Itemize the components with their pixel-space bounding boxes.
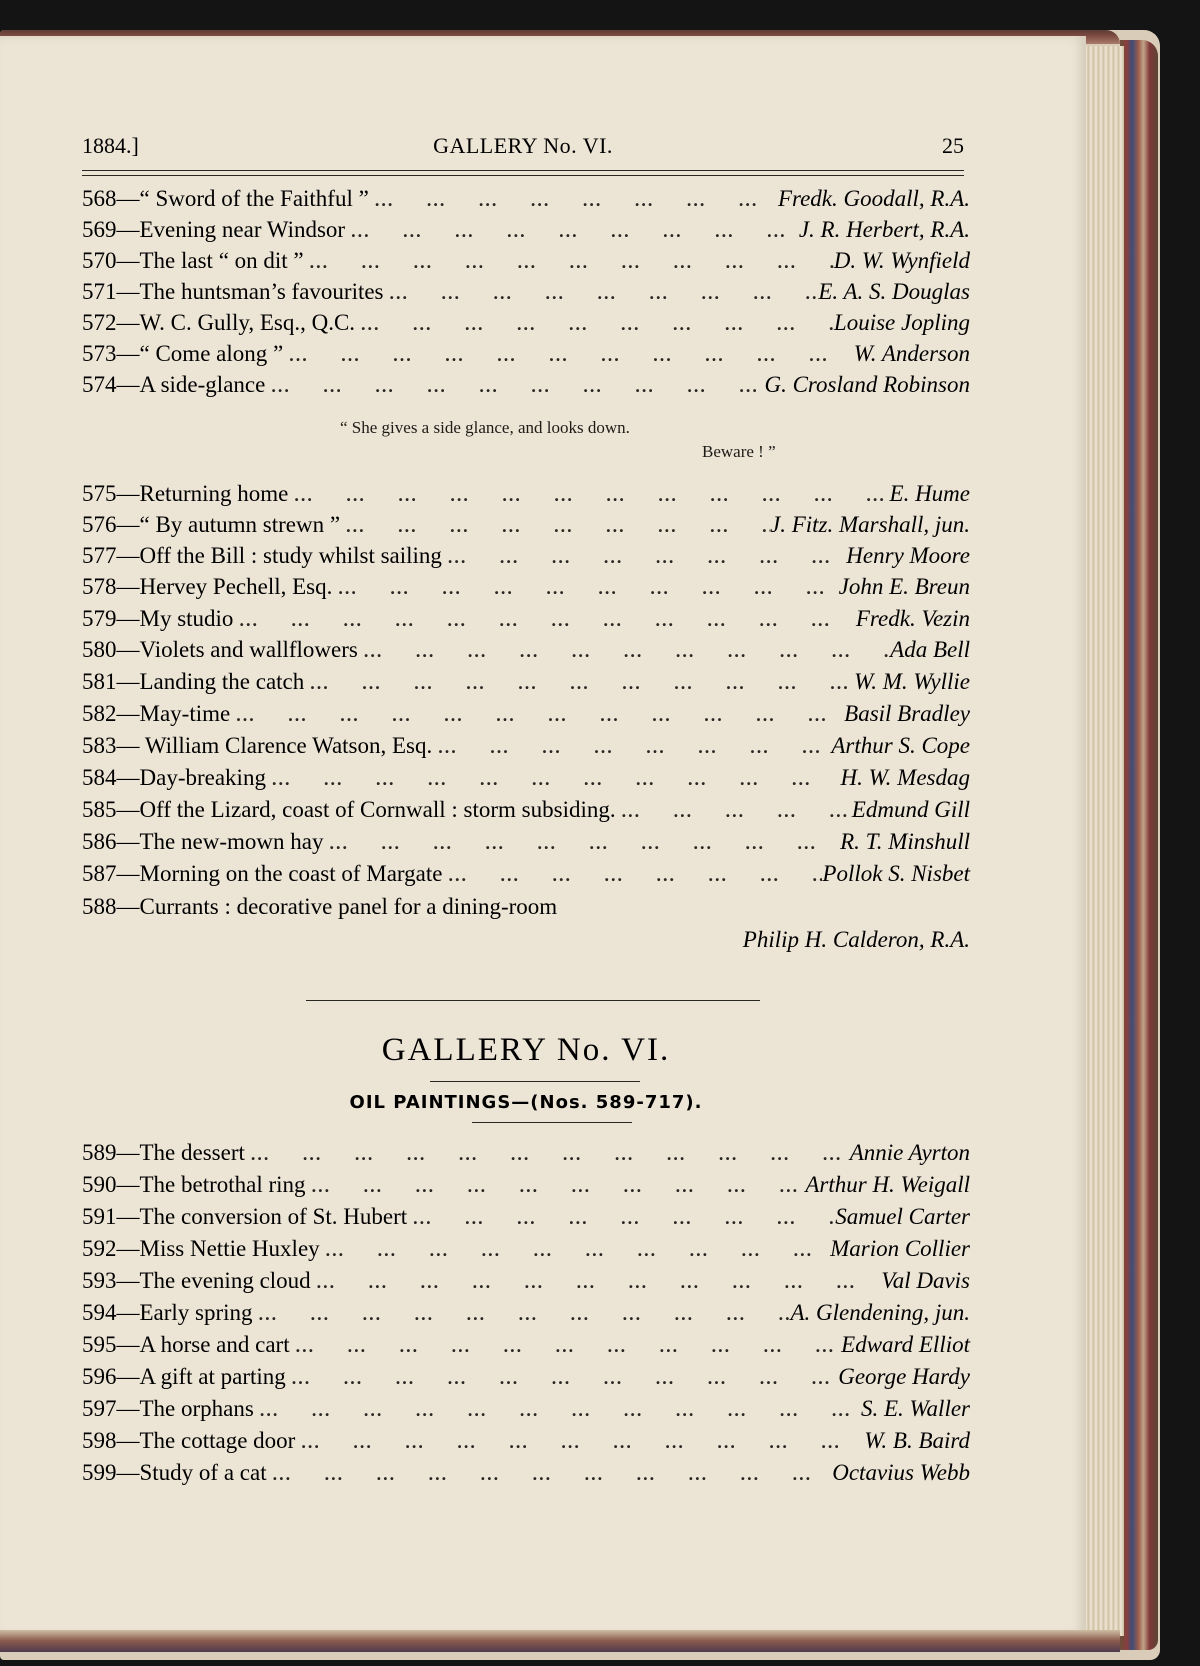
entry-title: —My studio [116,606,234,631]
entry-artist: Fredk. Goodall, R.A. [777,186,970,211]
catalogue-entry [82,543,970,573]
leader-dots [245,1140,850,1166]
entry-artist: Basil Bradley [844,701,970,726]
leader-dots [323,829,840,855]
leader-dots [407,1204,835,1230]
leader-dots [286,1364,838,1390]
catalogue-entry [82,1140,970,1170]
leader-dots [345,217,799,243]
leader-dots [290,1332,842,1358]
entry-number: 574 [82,372,117,397]
catalogue-entry [82,861,970,891]
leader-dots [230,701,844,727]
entry-number: 599 [82,1460,117,1485]
entry-number: 583 [82,733,117,758]
leader-dots [432,733,831,759]
leader-dots [283,341,853,367]
entry-number: 573 [82,341,117,366]
catalogue-entry [82,797,970,827]
catalogue-entry [82,1428,970,1458]
entry-title: —Off the Lizard, coast of Cornwall : storm subsiding. [116,797,616,822]
catalogue-entry [82,279,970,309]
leader-dots [332,574,838,600]
entry-number: 587 [82,861,117,886]
entry-number: 582 [82,701,117,726]
entry-number: 588 [82,894,117,919]
leader-dots [358,637,890,663]
leader-dots [265,372,764,398]
leader-dots [355,310,834,336]
entry-number: 592 [82,1236,117,1261]
entry-number: 584 [82,765,117,790]
leader-dots [442,861,822,887]
leader-dots [288,481,889,507]
entry-title: —May-time [116,701,231,726]
catalogue-entry [82,481,970,511]
entry-artist: John E. Breun [838,574,970,599]
entry-number: 576 [82,512,117,537]
marbled-cover-edge [1120,40,1158,1650]
entry-artist: Octavius Webb [832,1460,970,1485]
entry-title: —“ Come along ” [116,341,284,366]
entry-artist: Louise Jopling [833,310,970,335]
entry-title: —Currants : decorative panel for a dining-room [116,894,558,919]
leader-dots [306,1172,806,1198]
header-year: 1884.] [82,133,139,158]
entry-number: 598 [82,1428,117,1453]
title-underline [430,1081,640,1082]
catalogue-entry [82,1268,970,1298]
catalogue-entry [82,186,970,216]
entry-artist: E. Hume [889,481,970,506]
catalogue-entry [82,733,970,763]
catalogue-entry [82,1332,970,1362]
catalogue-entry [82,701,970,731]
section-subtitle: OIL PAINTINGS—(Nos. 589-717). [349,1092,703,1113]
leader-dots [384,279,819,305]
entry-artist: R. T. Minshull [840,829,970,854]
catalogue-entry [82,894,970,924]
catalogue-entry [82,1396,970,1426]
catalogue-entry [82,574,970,604]
entry-artist: Edmund Gill [851,797,970,822]
section-title: GALLERY No. VI. [381,1032,671,1068]
entry-number: 589 [82,1140,117,1165]
entry-artist: Fredk. Vezin [855,606,970,631]
entry-number: 581 [82,669,117,694]
entry-title: —Off the Bill : study whilst sailing [116,543,442,568]
leader-dots [369,186,778,212]
entry-artist: E. A. S. Douglas [818,279,970,304]
entry-artist: George Hardy [838,1364,970,1389]
entry-title: —Returning home [116,481,289,506]
entry-artist: S. E. Waller [860,1396,970,1421]
catalogue-entry [82,217,970,247]
entry-artist: Ada Bell [890,637,970,662]
entry-title: —Morning on the coast of Margate [116,861,443,886]
entry-artist: Edward Elliot [841,1332,970,1357]
page-edges [1080,46,1124,1636]
quote-line-2: Beware ! ” [702,442,776,461]
subtitle-underline [472,1122,632,1123]
leader-dots [295,1428,864,1454]
catalogue-entry [82,372,970,402]
entry-number: 570 [82,248,117,273]
entry-artist: Val Davis [881,1268,970,1293]
entry-title: —Day-breaking [116,765,266,790]
catalogue-entry [82,248,970,278]
entry-title: — William Clarence Watson, Esq. [116,733,433,758]
entry-title: —Early spring [116,1300,253,1325]
entry-number: 568 [82,186,117,211]
section-divider [306,1000,760,1003]
entry-title: —W. C. Gully, Esq., Q.C. [116,310,356,335]
leader-dots [320,1236,830,1262]
entry-artist: G. Crosland Robinson [764,372,970,397]
entry-number: 585 [82,797,117,822]
entry-artist: W. B. Baird [864,1428,970,1453]
entry-artist: Arthur S. Cope [831,733,970,758]
entry-number: 591 [82,1204,117,1229]
entry-title: —“ By autumn strewn ” [116,512,341,537]
leader-dots [340,512,770,538]
entry-title: —The betrothal ring [116,1172,306,1197]
entry-title: —The conversion of St. Hubert [116,1204,408,1229]
entry-title: —The new-mown hay [116,829,324,854]
entry-number: 577 [82,543,117,568]
entry-number: 575 [82,481,117,506]
header-title: GALLERY No. VI. [433,133,613,158]
entry-title: —A side-glance [116,372,266,397]
catalogue-entry [82,829,970,859]
catalogue-entry [82,1204,970,1234]
catalogue-entry [82,1172,970,1202]
entry-artist: J. R. Herbert, R.A. [798,217,970,242]
leader-dots [254,1396,861,1422]
entry-artist: H. W. Mesdag [840,765,970,790]
entry-title: —Study of a cat [116,1460,267,1485]
catalogue-entry [82,669,970,699]
entry-title: —“ Sword of the Faithful ” [116,186,369,211]
catalogue-entry [82,606,970,636]
entry-title: —A gift at parting [116,1364,286,1389]
entry-title: —The evening cloud [116,1268,311,1293]
entry-title: —The huntsman’s favourites [116,279,384,304]
entry-title: —The dessert [116,1140,245,1165]
leader-dots [253,1300,791,1326]
entry-title: —Evening near Windsor [116,217,346,242]
entry-title: —Hervey Pechell, Esq. [116,574,333,599]
catalogue-entry [82,1364,970,1394]
entry-number: 593 [82,1268,117,1293]
running-head [82,133,964,163]
entry-title: —Miss Nettie Huxley [116,1236,320,1261]
entry-artist: A. Glendening, jun. [790,1300,970,1325]
entry-title: —Landing the catch [116,669,305,694]
entry-title: —Violets and wallflowers [116,637,358,662]
entry-artist: Henry Moore [846,543,970,568]
entry-number: 590 [82,1172,117,1197]
leader-dots [442,543,846,569]
entry-number: 571 [82,279,117,304]
entry-artist: Marion Collier [830,1236,970,1261]
entry-artist: W. M. Wyllie [854,669,970,694]
catalogue-entry [82,765,970,795]
entry-artist: J. Fitz. Marshall, jun. [770,512,970,537]
entry-number: 579 [82,606,117,631]
entry-artist: Pollok S. Nisbet [822,861,970,886]
header-rule [82,170,964,176]
leader-dots [304,669,854,695]
leader-dots [616,797,852,823]
quote-line-1: “ She gives a side glance, and looks down. [340,418,630,437]
entry-number: 578 [82,574,117,599]
catalogue-entry [82,637,970,667]
entry-number: 594 [82,1300,117,1325]
bottom-cover-edge [0,1630,1120,1652]
entry-number: 586 [82,829,117,854]
catalogue-entry [82,1460,970,1490]
leader-dots [267,1460,833,1486]
entry-number: 597 [82,1396,117,1421]
catalogue-entry [82,341,970,371]
entry-artist: D. W. Wynfield [833,248,970,273]
leader-dots [233,606,855,632]
entry-title: —The orphans [116,1396,254,1421]
entry-number: 569 [82,217,117,242]
entry-artist: Arthur H. Weigall [805,1172,970,1197]
entry-title: —A horse and cart [116,1332,290,1357]
entry-artist: Samuel Carter [835,1204,970,1229]
entry-artist: W. Anderson [853,341,970,366]
entry-artist: Philip H. Calderon, R.A. [742,927,970,952]
page-number: 25 [942,133,964,158]
catalogue-entry [82,1300,970,1330]
leader-dots [266,765,841,791]
leader-dots [311,1268,882,1294]
entry-title: —The cottage door [116,1428,296,1453]
leader-dots [304,248,834,274]
entry-number: 580 [82,637,117,662]
entry-number: 595 [82,1332,117,1357]
entry-number: 596 [82,1364,117,1389]
entry-number: 572 [82,310,117,335]
catalogue-entry [82,1236,970,1266]
entry-artist: Annie Ayrton [849,1140,970,1165]
entry-title: —The last “ on dit ” [116,248,304,273]
catalogue-entry [82,310,970,340]
catalogue-entry [82,512,970,542]
